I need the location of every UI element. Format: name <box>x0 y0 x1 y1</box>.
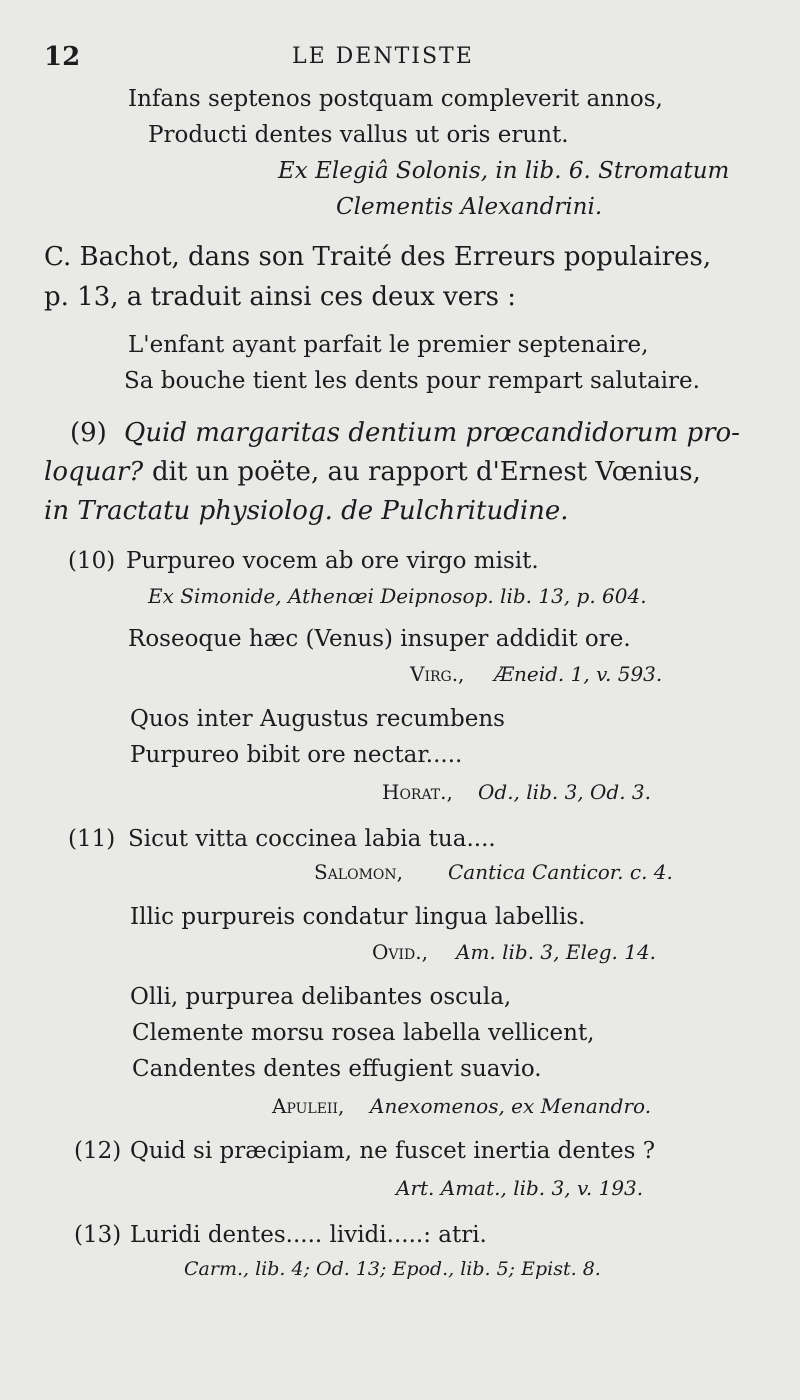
page-number: 12 <box>44 42 81 72</box>
note-10-quote-1: Purpureo vocem ab ore virgo misit. <box>126 548 539 574</box>
bachot-verse-2: Sa bouche tient les dents pour rempart salutaire. <box>124 368 700 394</box>
note-11-source-1-author: Salomon, <box>314 860 404 884</box>
solon-source-1: Ex Elegiâ Solonis, in lib. 6. Stromatum <box>278 158 730 184</box>
note-9-line-1: Quid margaritas dentium prœcandidorum pro- <box>124 418 740 448</box>
note-9-line-3: in Tractatu physiolog. de Pulchritudine. <box>44 496 569 526</box>
note-9-number: (9) <box>70 418 107 448</box>
note-11-source-1-ref: Cantica Canticor. c. 4. <box>448 860 673 884</box>
note-10-source-3-author: Horat., <box>382 780 453 804</box>
note-12-source: Art. Amat., lib. 3, v. 193. <box>396 1176 644 1200</box>
note-10-source-2-ref: Æneid. 1, v. 593. <box>494 662 663 686</box>
note-12-quote: Quid si præcipiam, ne fuscet inertia dentes ? <box>130 1138 656 1164</box>
note-11-source-3-author: Apuleii, <box>272 1094 345 1118</box>
note-11-number: (11) <box>68 826 116 852</box>
note-11-quote-1: Sicut vitta coccinea labia tua.... <box>128 826 496 852</box>
note-10-number: (10) <box>68 548 116 574</box>
solon-verse-2: Producti dentes vallus ut oris erunt. <box>148 122 569 148</box>
bachot-line-1: C. Bachot, dans son Traité des Erreurs populaires, <box>44 242 712 272</box>
note-10-quote-3-line-2: Purpureo bibit ore nectar..... <box>130 742 463 768</box>
note-11-quote-3-line-2: Clemente morsu rosea labella vellicent, <box>132 1020 595 1046</box>
note-13-number: (13) <box>74 1222 122 1248</box>
note-10-quote-3-line-1: Quos inter Augustus recumbens <box>130 706 505 732</box>
note-11-source-2-author: Ovid., <box>372 940 428 964</box>
note-10-source-3-ref: Od., lib. 3, Od. 3. <box>478 780 652 804</box>
note-10-source-2-author: Virg., <box>410 662 465 686</box>
note-11-quote-3-line-1: Olli, purpurea delibantes oscula, <box>130 984 512 1010</box>
note-11-quote-2: Illic purpureis condatur lingua labellis. <box>130 904 586 930</box>
note-11-quote-3-line-3: Candentes dentes effugient suavio. <box>132 1056 542 1082</box>
bachot-verse-1: L'enfant ayant parfait le premier septenaire, <box>128 332 649 358</box>
note-9-line-2: dit un poëte, au rapport d'Ernest Vœnius, <box>152 457 701 487</box>
note-12-number: (12) <box>74 1138 122 1164</box>
solon-source-2: Clementis Alexandrini. <box>336 194 603 220</box>
note-13-quote: Luridi dentes..... lividi.....: atri. <box>130 1222 487 1248</box>
note-9-line-2-italic: loquar? <box>44 457 144 487</box>
bachot-line-2: p. 13, a traduit ainsi ces deux vers : <box>44 282 516 312</box>
note-10-source-1: Ex Simonide, Athenœi Deipnosop. lib. 13, p. 604. <box>148 584 647 608</box>
solon-verse-1: Infans septenos postquam compleverit annos, <box>128 86 663 112</box>
note-10-quote-2: Roseoque hæc (Venus) insuper addidit ore. <box>128 626 631 652</box>
note-11-source-2-ref: Am. lib. 3, Eleg. 14. <box>456 940 657 964</box>
note-11-source-3-ref: Anexomenos, ex Menandro. <box>370 1094 652 1118</box>
running-title: LE DENTISTE <box>292 44 474 69</box>
note-13-source: Carm., lib. 4; Od. 13; Epod., lib. 5; Epist. 8. <box>184 1258 601 1280</box>
